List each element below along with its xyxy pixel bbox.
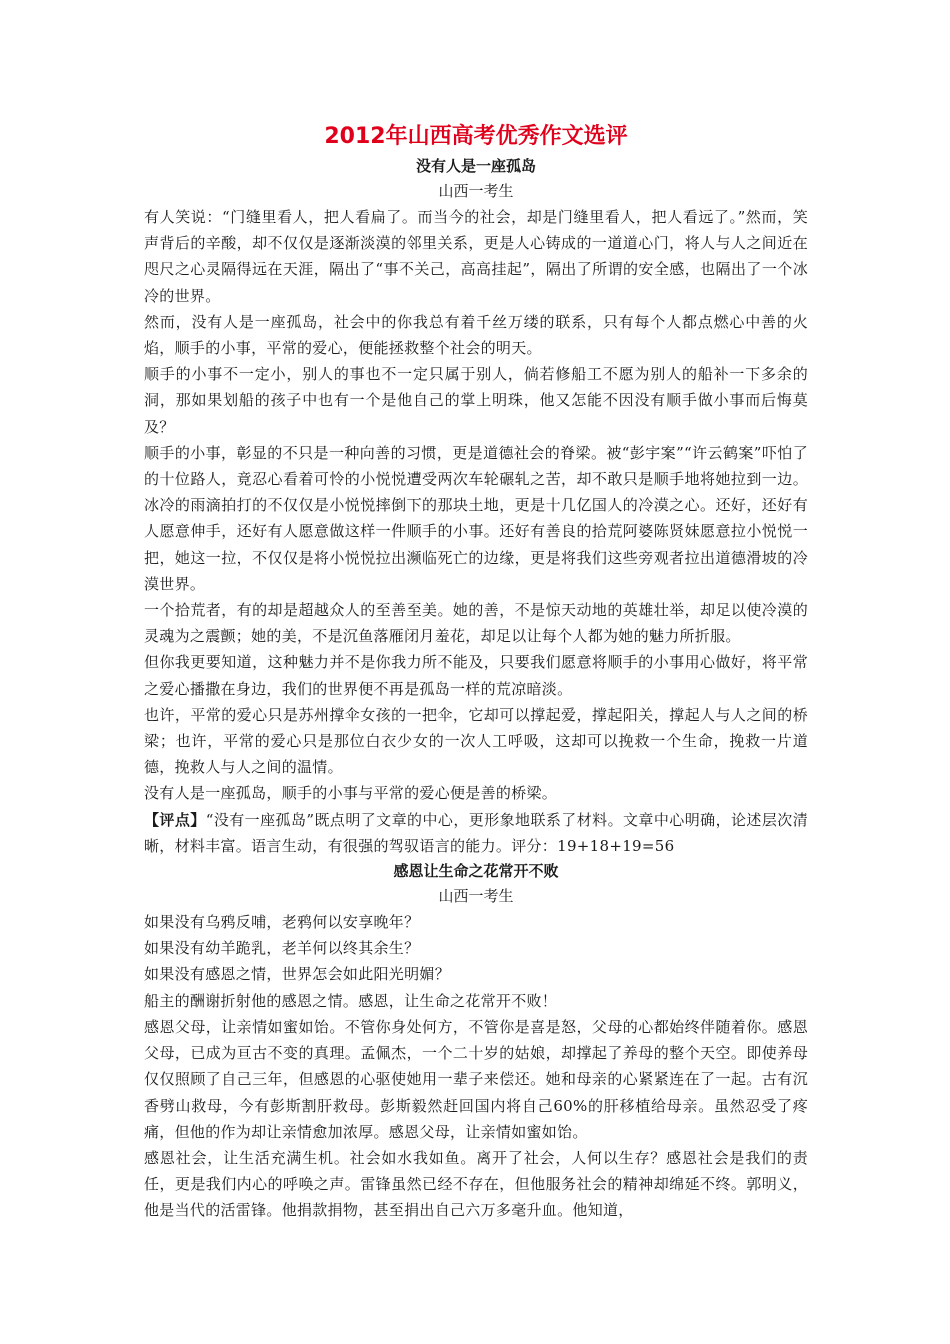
- paragraph: 顺手的小事不一定小，别人的事也不一定只属于别人，倘若修船工不愿为别人的船补一下多余的洞，那如果划船的孩子中也有一个是他自己的掌上明珠，他又怎能不因没有顺手做小事而后悔莫及？: [144, 365, 808, 436]
- essay-2: [144, 859, 808, 1223]
- paragraph: 也许，平常的爱心只是苏州撑伞女孩的一把伞，它却可以撑起爱，撑起阳关，撑起人与人之间的桥梁；也许，平常的爱心只是那位白衣少女的一次人工呼吸，这却可以挽救一个生命，挽救一片道德，挽救人与人之间的温情。: [144, 705, 808, 777]
- paragraph: 一个拾荒者，有的却是超越众人的至善至美。她的善，不是惊天动地的英雄壮举，却足以使冷漠的灵魂为之震颤；她的美，不是沉鱼落雁闭月羞花，却足以让每个人都为她的魅力所折服。: [144, 601, 808, 646]
- paragraph: 船主的酬谢折射他的感恩之情。感恩，让生命之花常开不败！: [144, 991, 558, 1010]
- comment-text: “没有一座孤岛”既点明了文章的中心，更形象地联系了材料。文章中心明确，论述层次清晰，材料丰富。语言生动，有很强的驾驭语言的能力。评分：19+18+19=56: [144, 810, 809, 855]
- paragraph: 但你我更要知道，这种魅力并不是你我力所不能及，只要我们愿意将顺手的小事用心做好，将平常之爱心播撒在身边，我们的世界便不再是孤岛一样的荒凉暗淡。: [144, 653, 808, 698]
- comment-mark: 【评点】: [144, 810, 206, 829]
- paragraph: 感恩父母，让亲情如蜜如饴。不管你身处何方，不管你是喜是怒，父母的心都始终伴随着你。感恩父母，已成为亘古不变的真理。孟佩杰，一个二十岁的姑娘，却撑起了养母的整个天空。即使养母仅仅照顾了自己三年，但感恩的心驱使她用一辈子来偿还。她和母亲的心紧紧连在了一起。古有沉香劈山救母，今有彭斯割肝救母。彭斯毅然赶回国内将自己60%的肝移植给母亲。虽然忍受了疼痛，但他的作为却让亲情愈加浓厚。感恩父母，让亲情如蜜如饴。: [144, 1017, 808, 1141]
- paragraph: 有人笑说：“门缝里看人，把人看扁了。而当今的社会，却是门缝里看人，把人看远了。”然而，笑声背后的辛酸，却不仅仅是逐渐淡漠的邻里关系，更是人心铸成的一道道心门，将人与人之间近在咫尺之心灵隔得远在天涯，隔出了“事不关己，高高挂起”，隔出了所谓的安全感，也隔出了一个冰冷的世界。: [144, 208, 808, 305]
- document-page: [144, 122, 808, 1224]
- comment-paragraph: [144, 807, 808, 859]
- paragraph: 如果没有乌鸦反哺，老鸦何以安享晚年？: [144, 913, 420, 932]
- essay-author: 山西一考生: [438, 182, 514, 200]
- paragraph: 如果没有感恩之情，世界怎会如此阳光明媚？: [144, 965, 451, 984]
- essay-1: [144, 154, 808, 859]
- paragraph: 如果没有幼羊跪乳，老羊何以终其余生？: [144, 939, 420, 958]
- paragraph: 感恩社会，让生活充满生机。社会如水我如鱼。离开了社会，人何以生存？感恩社会是我们的责任，更是我们内心的呼唤之声。雷锋虽然已经不存在，但他服务社会的精神却绵延不终。郭明义，他是当代的活雷锋。他捐款捐物，甚至捐出自己六万多毫升血。他知道，: [144, 1148, 808, 1220]
- essay-title: 感恩让生命之花常开不败: [393, 862, 559, 881]
- paragraph: 然而，没有人是一座孤岛，社会中的你我总有着千丝万缕的联系，只有每个人都点燃心中善的火焰，顺手的小事，平常的爱心，便能拯救整个社会的明天。: [144, 312, 808, 358]
- document-title: 2012年山西高考优秀作文选评: [324, 124, 628, 149]
- essay-title: 没有人是一座孤岛: [415, 157, 536, 175]
- paragraph: 顺手的小事，彰显的不只是一种向善的习惯，更是道德社会的脊梁。被“彭宇案”“许云鹤案”吓怕了的十位路人，竟忍心看着可怜的小悦悦遭受两次车轮碾轧之苦，却不敢只是顺手地将她拉到一边。冰冷的雨滴拍打的不仅仅是小悦悦摔倒下的那块土地，更是十几亿国人的冷漠之心。还好，还好有人愿意伸手，还好有人愿意做这样一件顺手的小事。还好有善良的拾荒阿婆陈贤妹愿意拉小悦悦一把，她这一拉，不仅仅是将小悦悦拉出濒临死亡的边缘，更是将我们这些旁观者拉出道德滑坡的冷漠世界。: [144, 443, 808, 593]
- essay-author: 山西一考生: [438, 887, 514, 906]
- paragraph: 没有人是一座孤岛，顺手的小事与平常的爱心便是善的桥梁。: [144, 784, 558, 803]
